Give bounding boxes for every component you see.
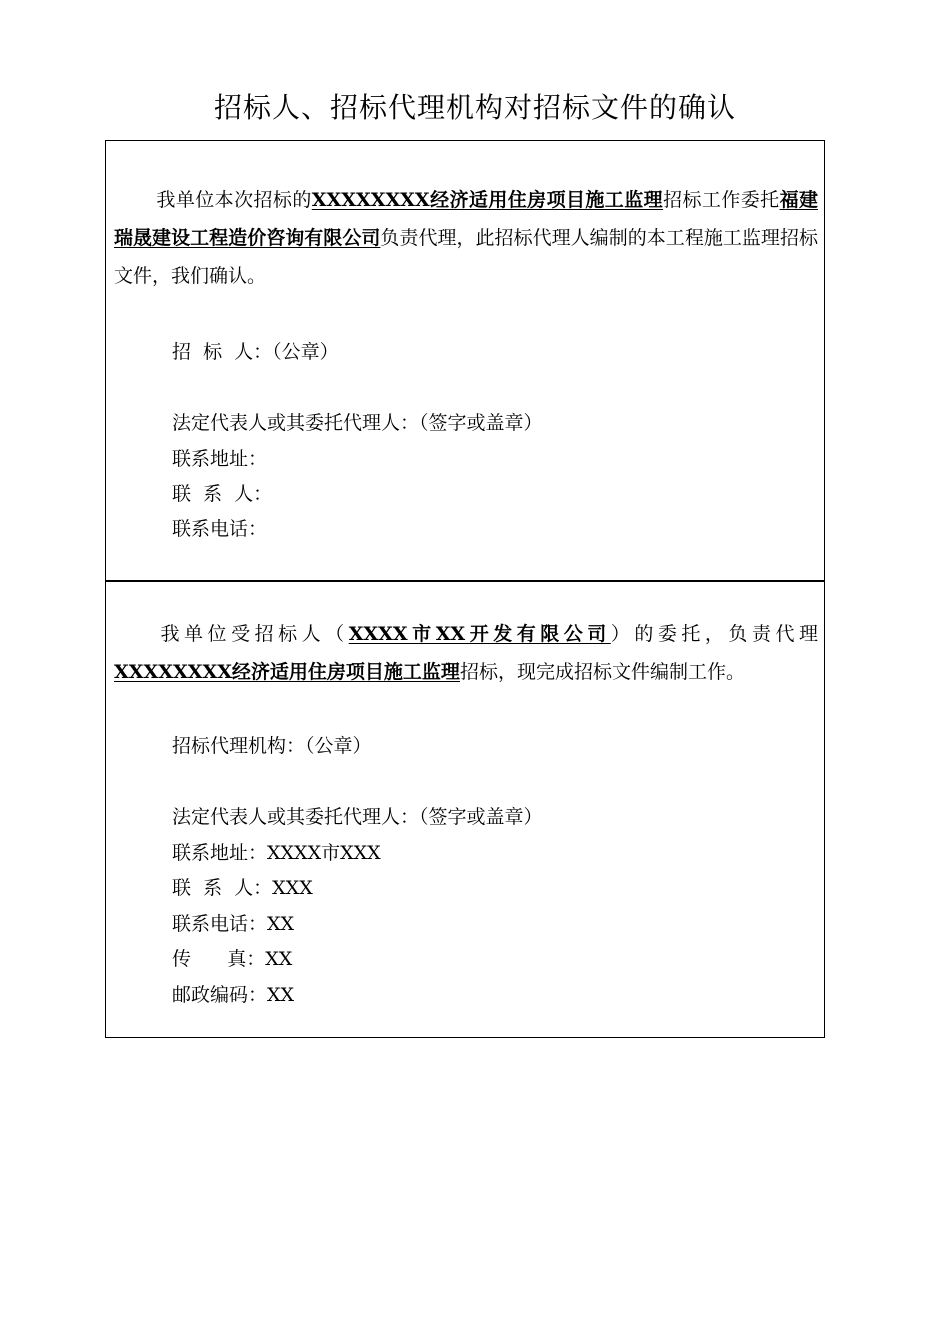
agency-seal-line: 招标代理机构：（公章）: [172, 735, 372, 757]
agency-confirmation-paragraph: [114, 615, 818, 691]
paragraph-text: 负责代理，此招标代理人编制的本工程施工监理招标文件，我们确认。: [114, 227, 818, 287]
agency-name: 福建瑞晟建设工程造价咨询有限公司: [114, 189, 818, 249]
address-line: 联系地址：: [172, 448, 268, 470]
tenderer-name: XXXX市XX开发有限公司: [348, 623, 611, 645]
tenderer-seal-line: 招 标 人：（公章）: [172, 341, 339, 363]
contact-person-line: 联 系 人：XXX: [172, 877, 313, 899]
paragraph-text: 我单位受招标人（: [156, 623, 349, 645]
postcode-line: 邮政编码：XX: [172, 984, 295, 1006]
paragraph-text: 招标工作委托: [663, 189, 780, 211]
paragraph-text: 招标，现完成招标文件编制工作。: [459, 661, 745, 683]
contact-person-line: 联 系 人：: [172, 483, 273, 505]
agency-confirmation-box: [105, 580, 825, 1038]
phone-line: 联系电话：XX: [172, 913, 295, 935]
tenderer-confirmation-box: [105, 140, 825, 582]
phone-line: 联系电话：: [172, 518, 268, 540]
project-name: XXXXXXXX经济适用住房项目施工监理: [114, 661, 460, 683]
paragraph-text: ）的委托，负责代理: [610, 623, 818, 645]
address-line: 联系地址：XXXX市XXX: [172, 842, 381, 864]
page-title: 招标人、招标代理机构对招标文件的确认: [213, 91, 736, 124]
tenderer-confirmation-paragraph: [114, 181, 818, 295]
project-name: XXXXXXXX经济适用住房项目施工监理: [311, 189, 664, 211]
fax-line: 传 真：XX: [172, 948, 293, 970]
paragraph-text: 我单位本次招标的: [156, 189, 312, 211]
legal-rep-line: 法定代表人或其委托代理人：（签字或盖章）: [172, 412, 543, 434]
legal-rep-line: 法定代表人或其委托代理人：（签字或盖章）: [172, 806, 543, 828]
